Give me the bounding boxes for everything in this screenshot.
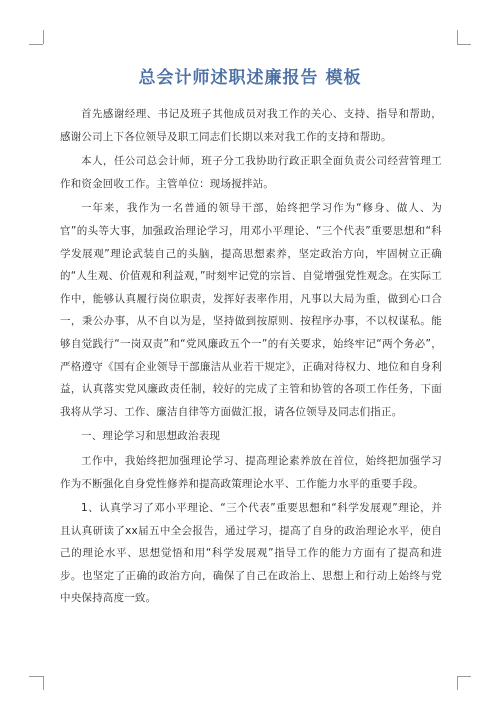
crop-mark-bottom-right-h <box>457 676 471 677</box>
crop-mark-bottom-left-h <box>29 676 43 677</box>
paragraph-annual-summary: 一年来，我作为一名普通的领导干部，始终把学习作为“修身、做人、为官”的头等大事，加强政治理论学习，用邓小平理论、“三个代表”重要思想和“科学发展观”理论武装自己的头脑，提高思想素养，坚定政治方向，牢固树立正确的“人生观、价值观和利益观，”时刻牢记党的宗旨、自觉增强党性观念。在实际工作中，能够认真履行岗位职责，发挥好表率作用，凡事以大局为重，做到心口合一，秉公办事，从不自以为是，坚持做到按原则、按程序办事，不以权谋私。能够自觉践行“一岗双责”和“党风廉政五个一”的有关要求，始终牢记“两个务必”，严格遵守《国有企业领导干部廉洁从业若干规定》，正确对待权力、地位和自身利益，认真落实党风廉政责任制，较好的完成了主管和协管的各项工作任务，下面我将从学习、工作、廉洁自律等方面做汇报，请各位领导及同志们指正。 <box>60 202 442 418</box>
document-body <box>60 103 442 612</box>
section-heading-theory-study: 一、理论学习和思想政治表现 <box>81 430 221 443</box>
document-title: 总会计师述职述廉报告 模板 <box>138 68 362 88</box>
paragraph-acknowledgement: 首先感谢经理、书记及班子其他成员对我工作的关心、支持、指导和帮助，感谢公司上下各位领导及职工同志们长期以来对我工作的支持和帮助。 <box>60 108 442 143</box>
paragraph-role: 本人，任公司总会计师，班子分工我协助行政正职全面负责公司经营管理工作和资金回收工作。主管单位：现场搅拌站。 <box>60 155 442 190</box>
crop-mark-top-left-h <box>29 44 43 45</box>
paragraph-study-item-1: 1、认真学习了邓小平理论、“三个代表”重要思想和“科学发展观”理论，并且认真研读了xx届五中全会报告，通过学习，提高了自身的政治理论水平，使自己的理论水平、思想觉悟和用“科学发展观”指导工作的能力方面有了提高和进步。也坚定了正确的政治方向，确保了自己在政治上、思想上和行动上始终与党中央保持高度一致。 <box>60 502 442 605</box>
crop-mark-bottom-right-v <box>457 676 458 690</box>
crop-mark-top-right-v <box>457 30 458 44</box>
crop-mark-bottom-left-v <box>43 676 44 690</box>
crop-mark-top-left-v <box>43 30 44 44</box>
crop-mark-top-right-h <box>457 44 471 45</box>
paragraph-theory-study: 工作中，我始终把加强理论学习、提高理论素养放在首位，始终把加强学习作为不断强化自身党性修养和提高政策理论水平、工作能力水平的重要手段。 <box>60 454 442 490</box>
